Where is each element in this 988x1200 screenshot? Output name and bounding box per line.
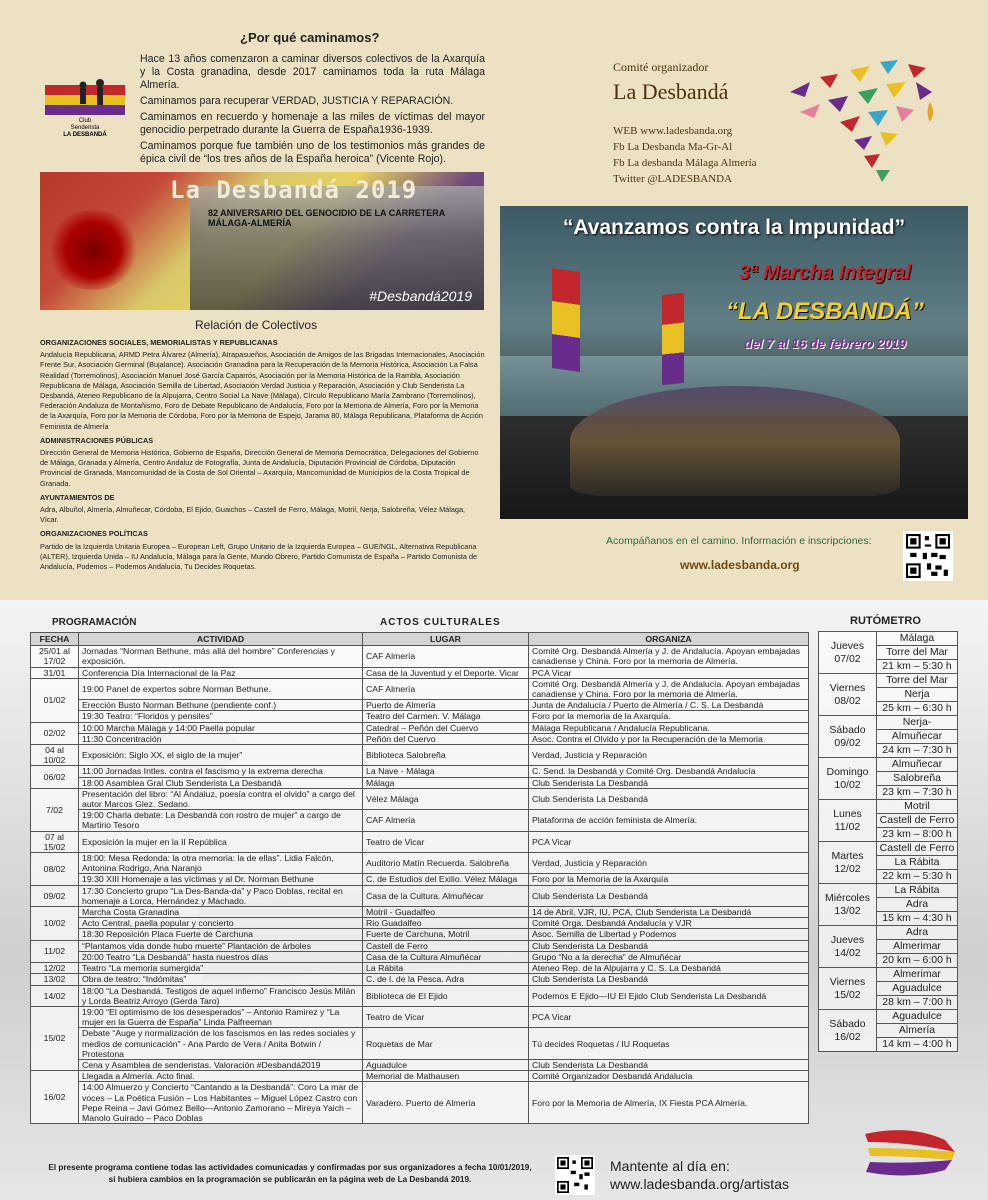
cell-organiza: Tú decides Roquetas / IU Roquetas	[529, 1028, 809, 1060]
cell-fecha: 02/02	[31, 722, 79, 744]
cell-fecha: 01/02	[31, 678, 79, 722]
stage-route-start: Nerja-	[877, 716, 958, 730]
cell-actividad: 11:00 Jornadas Intles. contra el fascismo y la extrema derecha	[79, 766, 363, 777]
cell-lugar: Biblioteca Salobreña	[363, 745, 529, 766]
cell-organiza: PCA Vicar	[529, 667, 809, 678]
stage-date: 16/02	[834, 1030, 861, 1043]
stage-day	[819, 968, 877, 1010]
cell-lugar: Teatro de Vicar	[363, 831, 529, 852]
cell-actividad: 10:00 Marcha Málaga y 14:00 Paella popular	[79, 722, 363, 733]
stage-route-end: La Rábita	[877, 856, 958, 870]
stage-weekday: Lunes	[833, 807, 862, 820]
cell-lugar: Memorial de Mathausen	[363, 1071, 529, 1082]
stage-route-start: Motril	[877, 800, 958, 814]
table-row	[31, 874, 809, 885]
stage-day	[819, 716, 877, 758]
colectivos-heading: ORGANIZACIONES POLÍTICAS	[40, 529, 148, 539]
blood-splatter-graphic	[48, 210, 138, 290]
header-lugar: LUGAR	[363, 633, 529, 646]
cell-actividad: 19:00 “El optimismo de los desesperados” – Antonio Ramirez y “La mujer en la Guerra de España” Linda Palfreeman	[79, 1006, 363, 1027]
cell-actividad: 18:00 “La Desbandá. Testigos de aquel infierno” Francisco Jesús Milán y Lorda Beatriz Arroyo (Gerda Taro)	[79, 985, 363, 1006]
republican-flag-icon	[662, 293, 684, 385]
rutometro-row	[819, 674, 958, 688]
cell-lugar: Casa de la Cultura. Almuñécar	[363, 885, 529, 906]
cell-actividad: Presentación del libro: “Al Ándaluz, poesía contra el olvido” a cargo del autor Marcos Glez. Sedano.	[79, 788, 363, 809]
cell-fecha: 04 al 10/02	[31, 745, 79, 766]
cell-fecha: 09/02	[31, 885, 79, 906]
rutometro-body	[819, 632, 958, 1052]
why-title: ¿Por qué caminamos?	[240, 30, 380, 45]
table-row	[31, 940, 809, 951]
cell-lugar: Vélez Málaga	[363, 788, 529, 809]
cell-organiza: Ateneo Rep. de la Alpujarra y C. S. La Desbandá	[529, 963, 809, 974]
table-row	[31, 711, 809, 722]
logo-text-name: LA DESBANDÁ	[63, 132, 107, 137]
rutometro-row	[819, 800, 958, 814]
stage-route-start: La Rábita	[877, 884, 958, 898]
organizer-links	[613, 123, 803, 187]
table-row	[31, 907, 809, 918]
header-organiza: ORGANIZA	[529, 633, 809, 646]
program-section	[0, 600, 988, 1200]
cell-organiza: Club Senderista La Desbandá	[529, 885, 809, 906]
table-row	[31, 974, 809, 985]
rutometro-row	[819, 632, 958, 646]
cell-actividad: Jornadas “Norman Bethune, más allá del hombre” Conferencias y exposición.	[79, 646, 363, 667]
cell-organiza: Junta de Andalucía / Puerto de Almería / C. S. La Desbandá	[529, 700, 809, 711]
cell-lugar: CAF Almería	[363, 810, 529, 831]
cell-lugar: Catedral – Peñón del Cuervo	[363, 722, 529, 733]
cell-actividad: 18:00: Mesa Redonda: la otra memoria: la de ellas”. Lidia Falcón, Antonina Rodrigo, Ana Naranjo	[79, 853, 363, 874]
stage-route-end: Salobreña	[877, 772, 958, 786]
artists-url-link[interactable]: www.ladesbanda.org/artistas	[610, 1176, 789, 1192]
cell-actividad: 19:00 Panel de expertos sobre Norman Bethune.	[79, 678, 363, 699]
stage-distance: 20 km – 6:00 h	[877, 954, 958, 968]
rutometro-row	[819, 926, 958, 940]
marchers-crowd	[570, 386, 900, 496]
rutometro-table	[818, 631, 958, 1052]
banner-title: La Desbandá 2019	[170, 176, 418, 204]
table-row	[31, 646, 809, 667]
footer-note-line: si hubiera cambios en la programación se publicarán en la página web de La Desbandá 2019.	[108, 1175, 472, 1184]
cell-lugar: CAF Almería	[363, 678, 529, 699]
cell-actividad: Erección Busto Norman Bethune (pendiente conf.)	[79, 700, 363, 711]
stage-distance: 23 km – 7:30 h	[877, 786, 958, 800]
cell-lugar: CAF Almería	[363, 646, 529, 667]
stage-date: 14/02	[834, 946, 861, 959]
why-text	[140, 53, 485, 169]
table-row	[31, 885, 809, 906]
stage-weekday: Viernes	[829, 681, 866, 694]
footer-note	[30, 1162, 550, 1186]
table-row	[31, 918, 809, 929]
colectivos-text: Dirección General de Memoria Histórica, Gobierno de España, Dirección General de Memoria Democrática, Delegaciones del Gobierno de Málaga, Granada y Almería, Centro Andaluz de Fotografía, Junta de Andalucía, Diputación Provincial de Córdoba, Diputación Provincial de Granada, Mancomunidad de la Costa de Sol Oriental – Axarquía, Mancomunidad de Municipios de la Costa Tropical de Granada.	[40, 448, 479, 488]
stage-route-end: Almerimar	[877, 940, 958, 954]
cell-organiza: Comité Orga. Desbandá Andalucía y VJR	[529, 918, 809, 929]
colectivos-heading: AYUNTAMIENTOS DE	[40, 492, 115, 502]
cell-organiza: Málaga Republicana / Andalucía Republicana.	[529, 722, 809, 733]
cell-organiza: C. Send. la Desbandá y Comité Org. Desbandá Andalucía	[529, 766, 809, 777]
stage-route-start: Almuñecar	[877, 758, 958, 772]
banner-subtitle: 82 ANIVERSARIO DEL GENOCIDIO DE LA CARRETERA MÁLAGA-ALMERÍA	[208, 208, 445, 228]
table-row	[31, 1059, 809, 1070]
colectivos-text: Partido de la Izquierda Unitaria Europea – European Left, Grupo Unitario de la Izquierda Europea – GUE/NGL, Alternativa Republicana (ALTER), Izquierda Unida – IU Andalucía, Málaga para la Gente, Mundo Obrero, Partido Comunista de España – Partido Comunista de Andalucía, Podemos – Podemos Andalucía, Tu Decides Roquetas.	[40, 541, 478, 572]
table-row	[31, 831, 809, 852]
cell-actividad: Exposición la mujer en la II República	[79, 831, 363, 852]
why-paragraph: Caminamos porque fue también uno de los testimonios más grandes de épica civil de “los tres años de la España heroica” (Vicente Rojo).	[140, 140, 485, 165]
stage-route-end: Torre del Mar	[877, 646, 958, 660]
cell-organiza: Club Senderista La Desbandá	[529, 1059, 809, 1070]
stage-distance: 21 km – 5:30 h	[877, 660, 958, 674]
cell-organiza: Plataforma de acción feminista de Almería.	[529, 810, 809, 831]
stage-route-start: Adra	[877, 926, 958, 940]
stage-date: 11/02	[834, 820, 861, 833]
link-web[interactable]: WEB www.ladesbanda.org	[613, 125, 733, 137]
desbanda-2019-banner	[40, 172, 484, 310]
program-header-row	[31, 633, 809, 646]
stage-distance: 15 km – 4:30 h	[877, 912, 958, 926]
stage-route-start: Torre del Mar	[877, 674, 958, 688]
poster-march-title: 3ª Marcha Integral	[739, 262, 911, 284]
cell-lugar: Casa de la Cultura Almuñécar	[363, 951, 529, 962]
cell-lugar: Puerto de Almería	[363, 700, 529, 711]
poster-dates: del 7 al 16 de febrero 2019	[744, 336, 906, 351]
logo-text-senderista: Senderista	[70, 125, 100, 131]
stage-day	[819, 632, 877, 674]
table-row	[31, 1071, 809, 1082]
cell-lugar: Biblioteca de El Ejido	[363, 985, 529, 1006]
table-row	[31, 1006, 809, 1027]
site-url-link[interactable]: www.ladesbanda.org	[680, 558, 800, 572]
banner-hashtag: #Desbandá2019	[369, 288, 472, 304]
stage-route-start: Castell de Ferro	[877, 842, 958, 856]
why-paragraph: Caminamos en recuerdo y homenaje a las miles de víctimas del mayor genocidio perpetrado durante la Guerra de España1936-1939.	[140, 111, 485, 136]
cell-fecha: 08/02	[31, 853, 79, 886]
cell-organiza: 14 de Abril, VJR, IU, PCA, Club Senderista La Desbandá	[529, 907, 809, 918]
cell-lugar: Varadero. Puerto de Almería	[363, 1082, 529, 1124]
colectivos-heading: ADMINISTRACIONES PÚBLICAS	[40, 435, 154, 445]
stage-day	[819, 1010, 877, 1052]
cell-lugar: C. de Estudios del Exilio. Vélez Málaga	[363, 874, 529, 885]
link-twitter[interactable]: Twitter @LADESBANDA	[613, 173, 733, 185]
logo-text-club: Club	[78, 118, 92, 124]
why-paragraph: Caminamos para recuperar VERDAD, JUSTICIA Y REPARACIÓN.	[140, 95, 454, 107]
header-fecha: FECHA	[31, 633, 79, 646]
cell-actividad: “Plantamos vida donde hubo muerte” Plantación de árboles	[79, 940, 363, 951]
stage-distance: 25 km – 6:30 h	[877, 702, 958, 716]
cell-organiza: Grupo “No a la derecha” de Almuñécar	[529, 951, 809, 962]
cell-fecha: 07 al 15/02	[31, 831, 79, 852]
stage-route-end: Aguadulce	[877, 982, 958, 996]
footer-note-line: El presente programa contiene todas las actividades comunicadas y confirmadas por sus organizadores a fecha 10/01/2019,	[48, 1163, 532, 1172]
cell-organiza: Club Senderista La Desbandá	[529, 777, 809, 788]
cell-lugar: La Nave - Málaga	[363, 766, 529, 777]
link-facebook-2[interactable]: Fb La desbanda Málaga Almería	[613, 157, 757, 169]
stage-day	[819, 926, 877, 968]
cell-actividad: 19:00 Charla debate: La Desbandá con rostro de mujer” a cargo de Martirio Tesoro	[79, 810, 363, 831]
stage-date: 08/02	[834, 694, 861, 707]
stage-distance: 23 km – 8:00 h	[877, 828, 958, 842]
cell-lugar: Casa de la Juventud y el Deporte. Vicar	[363, 667, 529, 678]
stage-date: 09/02	[834, 736, 861, 749]
colectivos-heading: ORGANIZACIONES SOCIALES, MEMORIALISTAS Y REPUBLICANAS	[40, 338, 278, 347]
cell-organiza: Asoc. Semilla de Libertad y Podemos	[529, 929, 809, 940]
club-senderista-logo	[45, 75, 125, 137]
stage-route-end: Almería	[877, 1024, 958, 1038]
stage-route-end: Adra	[877, 898, 958, 912]
cell-actividad: Acto Central, paella popular y concierto	[79, 918, 363, 929]
poster-slogan: “Avanzamos contra la Impunidad”	[562, 216, 906, 239]
table-row	[31, 777, 809, 788]
stage-weekday: Viernes	[829, 975, 866, 988]
stage-route-end: Almuñecar	[877, 730, 958, 744]
rutometro-row	[819, 1010, 958, 1024]
cell-actividad: Conferencia Día Internacional de la Paz	[79, 667, 363, 678]
stage-distance: 14 km – 4:00 h	[877, 1038, 958, 1052]
table-row	[31, 745, 809, 766]
cell-organiza: Club Senderista La Desbandá	[529, 974, 809, 985]
cell-organiza: Comité Organizador Desbandá Andalucía	[529, 1071, 809, 1082]
cell-organiza: Verdad, Justicia y Reparación	[529, 853, 809, 874]
cell-organiza: Podemos E Ejido—IU El Ejido Club Senderista La Desbandá	[529, 985, 809, 1006]
stage-date: 15/02	[834, 988, 861, 1001]
rutometro-row	[819, 716, 958, 730]
program-subtitle: ACTOS CULTURALES	[380, 617, 501, 628]
stage-weekday: Martes	[831, 849, 864, 862]
cell-actividad: 19:30 XIII Homenaje a las víctimas y al Dr. Norman Bethune	[79, 874, 363, 885]
cell-organiza: Verdad, Justicia y Reparación	[529, 745, 809, 766]
table-row	[31, 788, 809, 809]
table-row	[31, 963, 809, 974]
table-row	[31, 929, 809, 940]
cell-organiza: PCA Vicar	[529, 831, 809, 852]
table-row	[31, 1028, 809, 1060]
cell-actividad: 14:00 Almuerzo y Concierto “Cantando a la Desbandá”: Coro La mar de voces – La Poética Fusión – Los Habitantes – Miguel López Castro con Pepe Reina – Javi Gómez Bello—Antonio Zamorano – Mireya Yaich – Manolo Guirado – Paco Doblas	[79, 1082, 363, 1124]
cell-fecha: 16/02	[31, 1071, 79, 1124]
why-paragraph: Hace 13 años comenzaron a caminar diversos colectivos de la Axarquía y la Costa granadina, desde 2017 caminamos toda la ruta Málaga Almería.	[140, 53, 485, 91]
cell-fecha: 13/02	[31, 974, 79, 985]
cell-organiza: Foro por la memoria de la Axarquía.	[529, 711, 809, 722]
cell-actividad: 18:30 Reposición Placa Fuerte de Carchuna	[79, 929, 363, 940]
stage-distance: 24 km – 7:30 h	[877, 744, 958, 758]
stage-date: 12/02	[834, 862, 861, 875]
cell-organiza: Foro por la Memoria de Almería, IX Fiesta PCA Almería.	[529, 1082, 809, 1124]
table-row	[31, 678, 809, 699]
cell-lugar: Teatro de Vicar	[363, 1006, 529, 1027]
stage-day	[819, 758, 877, 800]
stage-route-start: Málaga	[877, 632, 958, 646]
cell-fecha: 15/02	[31, 1006, 79, 1070]
cell-lugar: Fuerte de Carchuna, Motril	[363, 929, 529, 940]
march-poster	[500, 206, 968, 519]
organizer-block	[613, 60, 803, 187]
tricolor-arrow-logo-icon	[860, 1120, 970, 1185]
header-actividad: ACTIVIDAD	[79, 633, 363, 646]
qr-code-icon[interactable]	[555, 1155, 595, 1195]
colectivos-title: Relación de Colectivos	[195, 318, 318, 332]
rutometro-row	[819, 758, 958, 772]
cell-actividad: 17:30 Concierto grupo “La Des-Banda-da” y Paco Doblas, recital en homenaje a Lorca, Hernández y Machado.	[79, 885, 363, 906]
stage-route-end: Nerja	[877, 688, 958, 702]
cell-organiza: Foro por la Memoria de la Axarquía	[529, 874, 809, 885]
cell-lugar: Peñón del Cuervo	[363, 733, 529, 744]
stage-route-end: Castell de Ferro	[877, 814, 958, 828]
stage-weekday: Sábado	[829, 1017, 866, 1030]
republican-flag-icon	[552, 268, 580, 372]
stage-route-start: Aguadulce	[877, 1010, 958, 1024]
cell-organiza: PCA Vicar	[529, 1006, 809, 1027]
table-row	[31, 810, 809, 831]
link-facebook-1[interactable]: Fb La Desbanda Ma-Gr-Al	[613, 141, 733, 153]
rutometro-title: RUTÓMETRO	[850, 615, 921, 627]
cell-lugar: Málaga	[363, 777, 529, 788]
cell-fecha: 7/02	[31, 788, 79, 831]
stage-weekday: Jueves	[830, 639, 865, 652]
cell-actividad: Obra de teatro: “Indómitas”	[79, 974, 363, 985]
rutometro-row	[819, 968, 958, 982]
program-body	[31, 646, 809, 1124]
poster-march-name: “LA DESBANDÁ”	[726, 298, 924, 325]
cell-fecha: 31/01	[31, 667, 79, 678]
stage-date: 07/02	[834, 652, 861, 665]
join-text: Acompáñanos en el camino. Información e inscripciones:	[606, 535, 872, 547]
stage-weekday: Domingo	[826, 765, 869, 778]
program-title: PROGRAMACIÓN	[52, 617, 137, 628]
colectivos-text: Adra, Albuñol, Almería, Almuñecar, Córdoba, El Ejido, Guaichos – Castell de Ferro, Málaga, Motril, Nerja, Salobreña, Vélez Málaga, Vícar.	[40, 505, 466, 525]
cell-lugar: Rio Guadalfeo	[363, 918, 529, 929]
cell-actividad: 19:30 Teatro: “Floridos y pensiles”	[79, 711, 363, 722]
cell-lugar: Teatro del Carmen. V. Málaga	[363, 711, 529, 722]
cell-actividad: Exposición: Siglo XX, el siglo de la mujer”	[79, 745, 363, 766]
cell-organiza: Comité Org. Desbandá Almería y J. de Andalucía. Apoyan embajadas canadiense y China. Foro por la memoria de Almería.	[529, 646, 809, 667]
colectivos-text: Andalucía Republicana, ARMD Petra Álvarez (Almería), Atrapasueños, Asociación de Amigos de las Brigadas Internacionales, Asociación Frente Sur, Asociación Germinal (Bujalance). Asociación Granadina para la Recuperación de la Memoria Histórica, Asociación La Falsa Realidad (Torremolinos), Asociación Manuel José García Caparrós, Asociación por la Memoria Histórica de la Rambla, Asociación Republicana de Málaga, Asociación Semilla de Libertad, Asociación Verdad Justicia y Reparación, Asociación y Club Senderista La Desbandá, Ateneo Republicano de la Alpujarra, Centro Social La Nave (Málaga), Círculo Republicano María Zambrano (Torremolinos), Federación Andaluza de Montañismo, Foro de Debate Republicano de Andalucía, Foro por la Memoria de Almería, Foro por la Memoria de la Axarquía, Foro por la Memoria de Córdoba, Foro por la Memoria de Espejo, Jarama 80, Málaga Republicana, Plataforma de Acción Feminista de Almería	[40, 350, 485, 431]
cell-lugar: La Rábita	[363, 963, 529, 974]
table-row	[31, 733, 809, 744]
cell-fecha: 06/02	[31, 766, 79, 788]
cell-lugar: C. de l. de la Pesca. Adra	[363, 974, 529, 985]
rutometro-row	[819, 884, 958, 898]
stage-weekday: Jueves	[830, 933, 865, 946]
organizer-label: Comité organizador	[613, 60, 709, 74]
cell-actividad: 20:00 Teatro “La Desbandá” hasta nuestros días	[79, 951, 363, 962]
stage-day	[819, 884, 877, 926]
cell-organiza: Asoc. Contra el Olvido y por la Recuperación de la Memoria	[529, 733, 809, 744]
colectivos-list	[40, 334, 485, 572]
table-row	[31, 667, 809, 678]
table-row	[31, 853, 809, 874]
keep-updated-label: Mantente al día en:	[610, 1158, 730, 1174]
table-row	[31, 1082, 809, 1124]
stage-day	[819, 674, 877, 716]
cell-actividad: 18:00 Asamblea Gral Club Senderista La Desbandá	[79, 777, 363, 788]
cell-lugar: Roquetas de Mar	[363, 1028, 529, 1060]
stage-day	[819, 842, 877, 884]
stage-day	[819, 800, 877, 842]
stage-distance: 28 km – 7:00 h	[877, 996, 958, 1010]
cell-fecha: 11/02	[31, 940, 79, 962]
cell-organiza: Club Senderista La Desbandá	[529, 788, 809, 809]
cell-fecha: 25/01 al 17/02	[31, 646, 79, 667]
cell-lugar: Auditorio Matín Recuerda. Salobreña	[363, 853, 529, 874]
table-row	[31, 700, 809, 711]
cell-lugar: Motril - Guadalfeo	[363, 907, 529, 918]
program-table	[30, 632, 809, 1124]
organizer-name: La Desbandá	[613, 79, 729, 104]
cell-fecha: 12/02	[31, 963, 79, 974]
cell-lugar: Aguadulce	[363, 1059, 529, 1070]
cell-actividad: Debate “Auge y normalización de los fascismos en las redes sociales y medios de comunicación” - Ana Pardo de Vera / Anita Botwin / Protestona	[79, 1028, 363, 1060]
keep-updated	[610, 1157, 789, 1193]
stage-distance: 22 km – 5:30 h	[877, 870, 958, 884]
cell-actividad: Cena y Asamblea de senderistas. Valoración #Desbandá2019	[79, 1059, 363, 1070]
stage-route-start: Almerimar	[877, 968, 958, 982]
cell-organiza: Club Senderista La Desbandá	[529, 940, 809, 951]
stage-weekday: Miércoles	[825, 891, 870, 904]
qr-code-icon[interactable]	[903, 531, 953, 581]
stage-date: 13/02	[834, 904, 861, 917]
dove-of-birds-icon	[780, 52, 940, 192]
cell-lugar: Castell de Ferro	[363, 940, 529, 951]
stage-date: 10/02	[834, 778, 861, 791]
rutometro-row	[819, 842, 958, 856]
cell-actividad: 11:30 Concentración	[79, 733, 363, 744]
table-row	[31, 951, 809, 962]
cell-actividad: Marcha Costa Granadina	[79, 907, 363, 918]
cell-fecha: 14/02	[31, 985, 79, 1006]
cell-actividad: Teatro “La memoria sumergida”	[79, 963, 363, 974]
stage-weekday: Sábado	[829, 723, 866, 736]
cell-actividad: Llegada a Almería. Acto final.	[79, 1071, 363, 1082]
table-row	[31, 985, 809, 1006]
cell-fecha: 10/02	[31, 907, 79, 941]
table-row	[31, 722, 809, 733]
table-row	[31, 766, 809, 777]
cell-organiza: Comité Org. Desbandá Almería y J. de Andalucía. Apoyan embajadas canadiense y China. Foro por la memoria de Almería.	[529, 678, 809, 699]
